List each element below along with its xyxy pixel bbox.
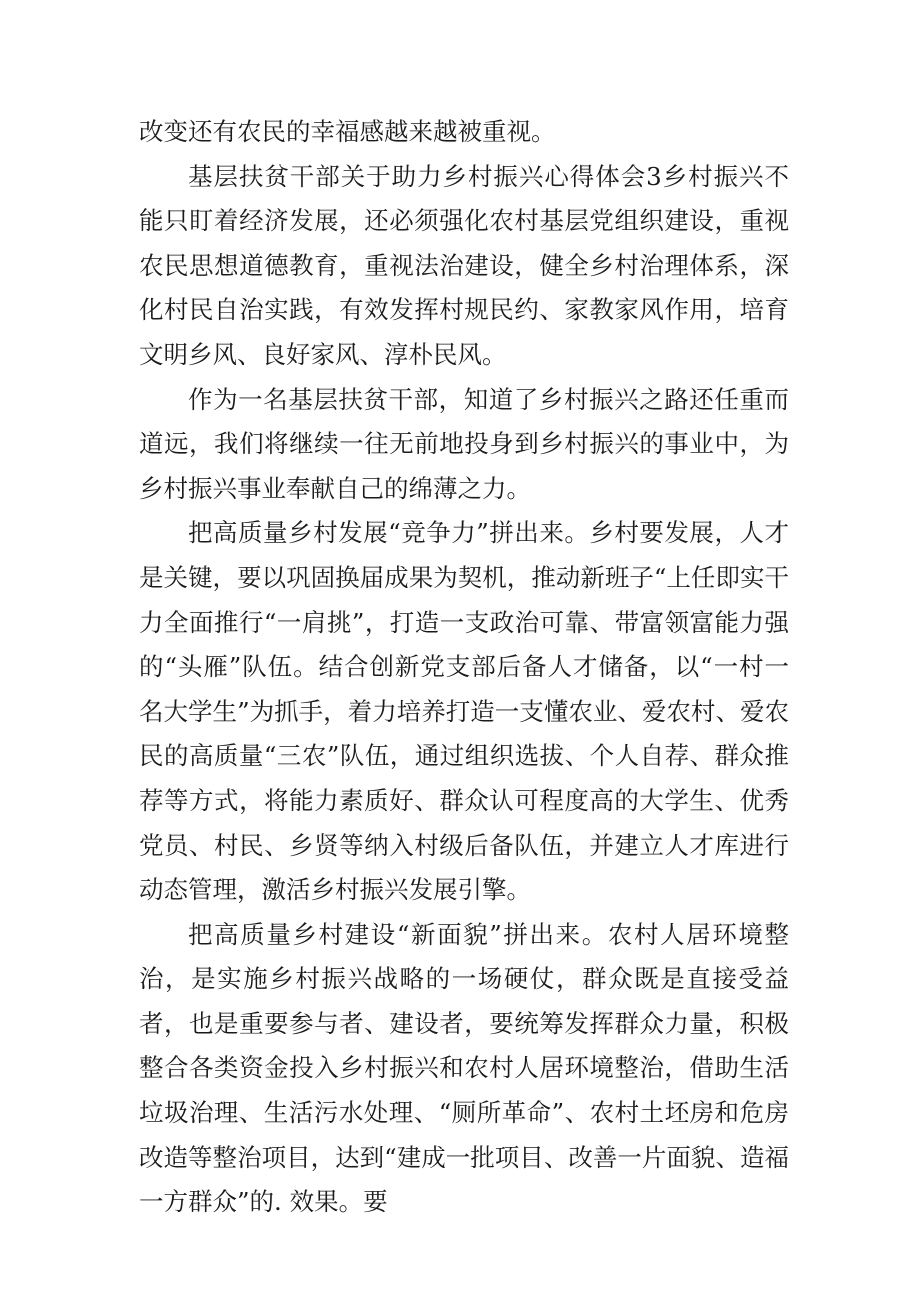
paragraph-2-governance: 基层扶贫干部关于助力乡村振兴心得体会3乡村振兴不能只盯着经济发展，还必须强化农村基层党组织建设，重视农民思想道德教育，重视法治建设，健全乡村治理体系，深化村民自治实践，有效发挥村规民约、家教家风作用，培育文明乡风、良好家风、淳朴民风。 — [139, 161, 789, 369]
paragraph-5-environment: 把高质量乡村建设“新面貌”拼出来。农村人居环境整治，是实施乡村振兴战略的一场硬仗，群众既是直接受益者，也是重要参与者、建设者，要统筹发挥群众力量，积极整合各类资金投入乡村振兴和农村人居环境整治，借助生活垃圾治理、生活污水处理、“厕所革命”、农村土坯房和危房改造等整治项目，达到“建成一批项目、改善一片面貌、造福一方群众”的. 效果。要 — [139, 919, 789, 1217]
paragraph-4-talent: 把高质量乡村发展“竞争力”拼出来。乡村要发展，人才是关键，要以巩固换届成果为契机，推动新班子“上任即实干力全面推行“一肩挑”，打造一支政治可靠、带富领富能力强的“头雁”队伍。结合创新党支部后备人才储备，以“一村一名大学生”为抓手，着力培养打造一支懂农业、爱农村、爱农民的高质量“三农”队伍，通过组织选拔、个人自荐、群众推荐等方式，将能力素质好、群众认可程度高的大学生、优秀党员、村民、乡贤等纳入村级后备队伍，并建立人才库进行动态管理，激活乡村振兴发展引擎。 — [139, 518, 789, 905]
document-body — [139, 110, 789, 1225]
paragraph-3-commitment: 作为一名基层扶贫干部，知道了乡村振兴之路还任重而道远，我们将继续一往无前地投身到乡村振兴的事业中，为乡村振兴事业奉献自己的绵薄之力。 — [139, 384, 789, 503]
paragraph-1-continuation: 改变还有农民的幸福感越来越被重视。 — [139, 117, 556, 146]
